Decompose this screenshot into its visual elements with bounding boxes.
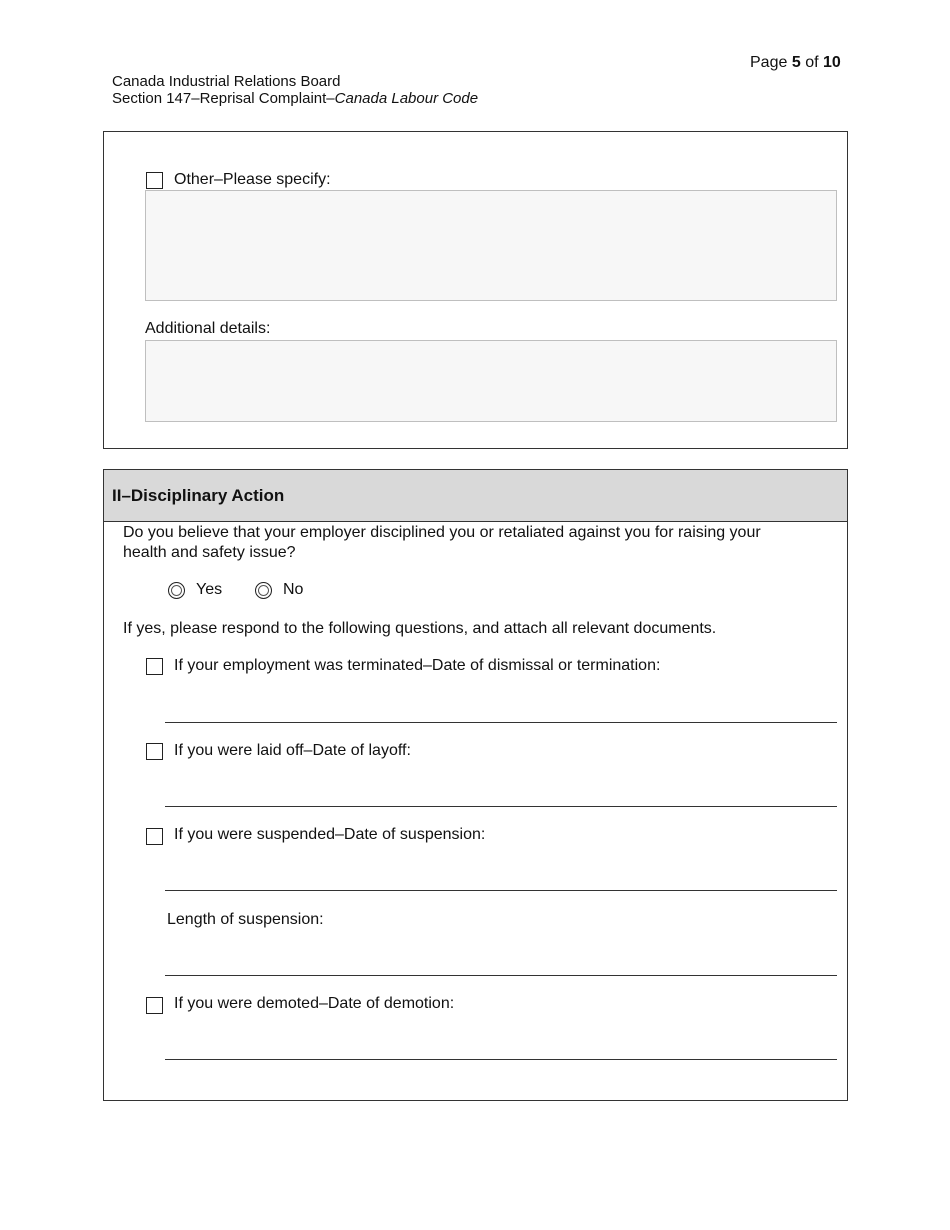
suspension-date-field[interactable] [165, 890, 837, 891]
form-title-plain: Section 147–Reprisal Complaint– [112, 90, 335, 107]
section-title: II–Disciplinary Action [112, 486, 285, 505]
question-line-1: Do you believe that your employer disciplined you or retaliated against you for raising your [123, 524, 761, 541]
terminated-label: If your employment was terminated–Date of dismissal or termination: [174, 657, 661, 674]
other-label: Other–Please specify: [174, 171, 331, 188]
page-total: 10 [822, 54, 841, 71]
page-of: of [805, 54, 819, 71]
suspension-length-field[interactable] [165, 975, 837, 976]
other-checkbox[interactable] [146, 172, 163, 189]
form-title-italic: Canada Labour Code [334, 90, 479, 107]
demoted-label: If you were demoted–Date of demotion: [174, 995, 455, 1012]
demotion-date-field[interactable] [165, 1059, 837, 1060]
laidoff-checkbox[interactable] [146, 743, 163, 760]
additional-details-textarea[interactable] [145, 340, 837, 422]
laidoff-label: If you were laid off–Date of layoff: [174, 742, 411, 759]
page-prefix: Page [750, 54, 788, 71]
organization-name: Canada Industrial Relations Board [112, 73, 341, 90]
suspension-length-label: Length of suspension: [167, 911, 324, 928]
yes-label: Yes [196, 581, 223, 598]
terminated-checkbox[interactable] [146, 658, 163, 675]
page-number [750, 54, 841, 72]
page-current: 5 [791, 54, 801, 71]
layoff-date-field[interactable] [165, 806, 837, 807]
termination-date-field[interactable] [165, 722, 837, 723]
no-label: No [283, 581, 304, 598]
demoted-checkbox[interactable] [146, 997, 163, 1014]
no-radio[interactable] [255, 582, 272, 599]
other-specify-textarea[interactable] [145, 190, 837, 301]
additional-details-label: Additional details: [145, 320, 271, 337]
suspended-checkbox[interactable] [146, 828, 163, 845]
question-line-2: health and safety issue? [123, 544, 296, 561]
yes-radio[interactable] [168, 582, 185, 599]
instruction-text: If yes, please respond to the following questions, and attach all relevant documents. [123, 620, 717, 637]
suspended-label: If you were suspended–Date of suspension: [174, 826, 486, 843]
form-title [112, 90, 478, 107]
